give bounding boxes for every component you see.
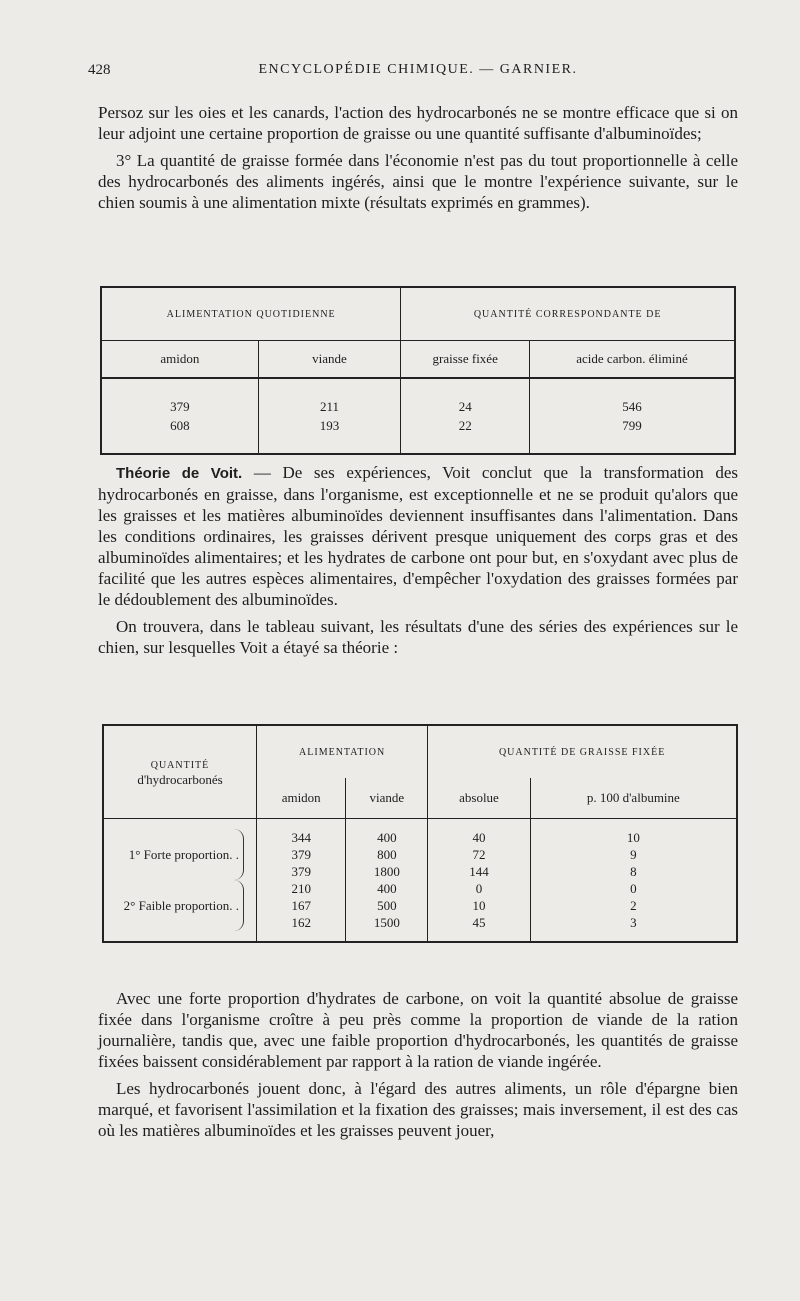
table-cell: 40 72 144 0 10 45 [428,819,530,943]
column-header: graisse fixée [401,341,530,379]
column-header: absolue [428,778,530,819]
column-header: QUANTITÉ d'hydrocarbonés [103,725,257,819]
paragraph: Les hydrocarbonés jouent donc, à l'égard des autres aliments, un rôle d'épargne bien marqué, et favorisent l'assimilation et la fixation des graisses; mais inversement, il est des cas où les matières albuminoïdes et les graisses peuvent jouer, [98,1079,738,1140]
paragraph: Théorie de Voit. — De ses expériences, Voit conclut que la transformation des hydrocarbonés en graisse, dans l'organisme, est exceptionnelle et ne se produit qu'alors que les graisses et les matières albuminoïdes deviennent insuffisantes dans l'alimentation. Dans les conditions ordinaires, les graisses dérivent presque uniquement des corps gras et des albuminoïdes alimentaires; et les hydrates de carbone ont pour but, en s'oxydant avec plus de facilité que les autres espèces alimentaires, d'empêcher l'oxydation des graisses formées par le dédoublement des albuminoïdes. [98,463,738,609]
text-block-bottom [98,988,738,1147]
table-cell: 211 193 [258,378,401,454]
table-cell: 344 379 379 210 167 162 [257,819,346,943]
text-block-top [98,102,738,219]
column-header: acide carbon. éliminé [530,341,735,379]
table-group-header: QUANTITÉ CORRESPONDANTE DE [401,287,735,341]
page-header [88,62,748,86]
table-group-header: ALIMENTATION QUOTIDIENNE [101,287,401,341]
paragraph-lead: Théorie de Voit. [116,465,243,482]
table-cell: 24 22 [401,378,530,454]
paragraph: Persoz sur les oies et les canards, l'action des hydrocarbonés ne se montre efficace que si on leur adjoint une certaine proportion de graisse ou une quantité suffisante d'albuminoïdes; [98,103,738,143]
table-cell: 400 800 1800 400 500 1500 [346,819,428,943]
table-cell: 10 9 8 0 2 3 [626,830,640,930]
row-label: 2° Faible proportion. . [124,880,244,931]
table-voit-series [102,724,738,943]
text-block-middle [98,462,738,664]
column-header: viande [258,341,401,379]
table-cell: 546 799 [622,399,642,433]
page-number: 428 [88,62,111,78]
table-fat-vs-diet [100,286,736,455]
row-label: 1° Forte proportion. . [129,829,244,880]
table-group-header: QUANTITÉ DE GRAISSE FIXÉE [498,746,666,758]
table-group-header: ALIMENTATION [257,725,428,778]
paragraph: On trouvera, dans le tableau suivant, les résultats d'une des séries des expériences sur le chien, sur lesquelles Voit a étayé sa théorie : [98,617,738,657]
table-cell: 379 608 [101,378,258,454]
row-labels [103,819,257,943]
column-header: viande [346,778,428,819]
column-header: amidon [101,341,258,379]
paragraph: 3° La quantité de graisse formée dans l'économie n'est pas du tout proportionnelle à celle des hydrocarbonés des aliments ingérés, ainsi que le montre l'expérience suivante, sur le chien soumis à une alimentation mixte (résultats exprimés en grammes). [98,151,738,212]
column-header: amidon [257,778,346,819]
column-header: p. 100 d'albumine [530,778,737,819]
running-head: ENCYCLOPÉDIE CHIMIQUE. — GARNIER. [258,62,578,77]
paragraph: Avec une forte proportion d'hydrates de carbone, on voit la quantité absolue de graisse fixée dans l'organisme croître à peu près comme la proportion de viande de la ration journalière, tandis que, avec une faible proportion d'hydrocarbonés, les quantités de graisse fixées baissent considérablement par rapport à la ration de viande ingérée. [98,989,738,1071]
